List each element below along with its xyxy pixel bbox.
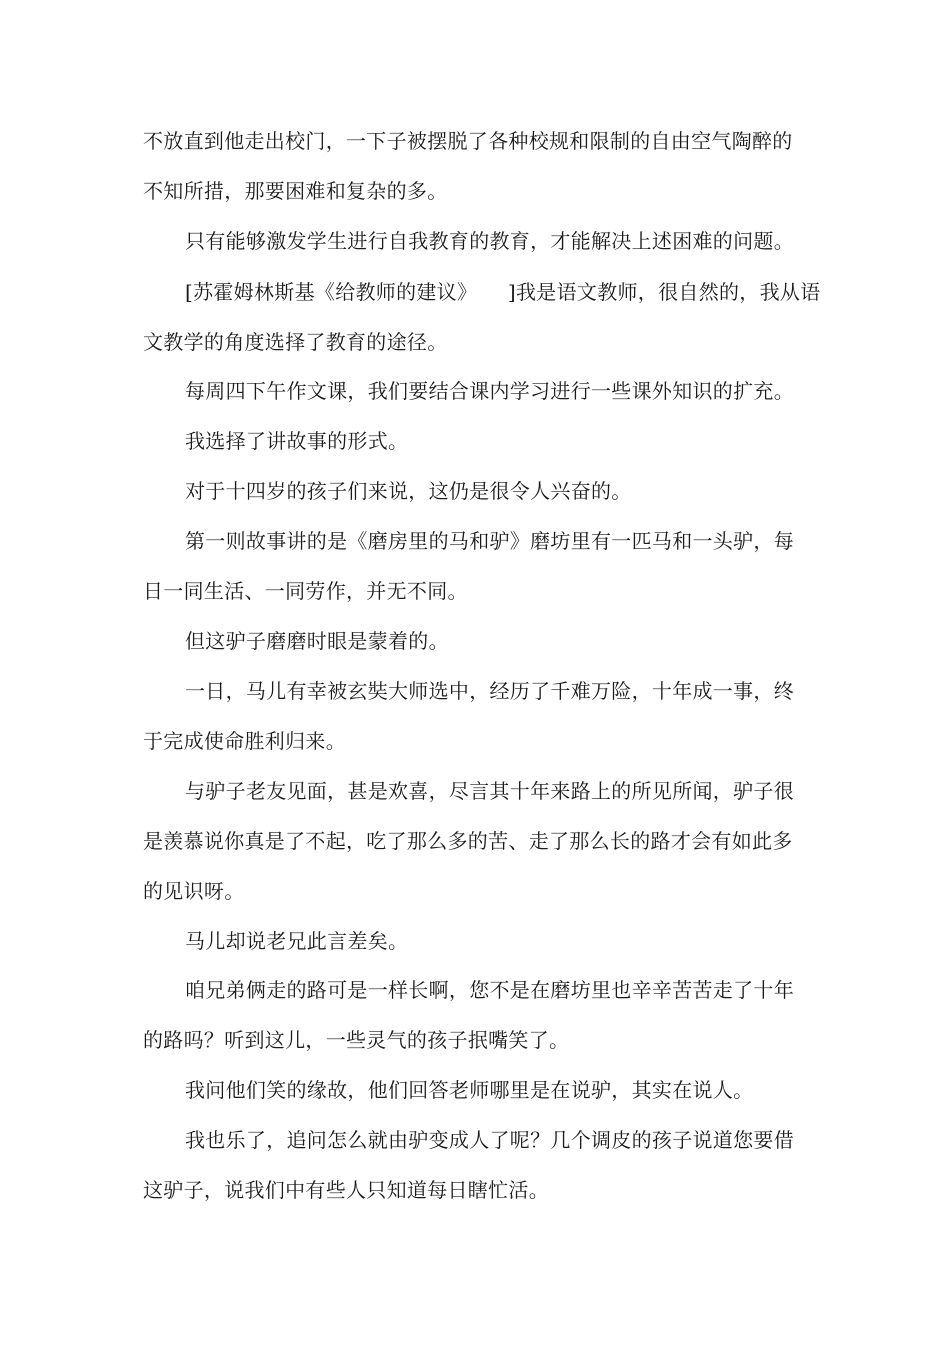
text-line: 我选择了讲故事的形式。 [185, 429, 409, 453]
text-line: 不知所措，那要困难和复杂的多。 [143, 179, 448, 203]
text-line: [苏霍姆林斯基《给教师的建议》 ]我是语文教师，很自然的，我从语 [185, 280, 821, 304]
text-line: 第一则故事讲的是《磨房里的马和驴》磨坊里有一匹马和一头驴，每 [185, 529, 794, 553]
text-line: 马儿却说老兄此言差矣。 [185, 929, 409, 953]
text-line: 这驴子，说我们中有些人只知道每日瞎忙活。 [143, 1178, 549, 1202]
text-line: 与驴子老友见面，甚是欢喜，尽言其十年来路上的所见所闻，驴子很 [185, 779, 794, 803]
text-line: 日一同生活、一同劳作，并无不同。 [143, 579, 468, 603]
text-line: 一日，马儿有幸被玄奘大师选中，经历了千难万险，十年成一事，终 [185, 679, 794, 703]
text-line: 但这驴子磨磨时眼是蒙着的。 [185, 629, 449, 653]
text-line: 我也乐了，追问怎么就由驴变成人了呢？几个调皮的孩子说道您要借 [185, 1128, 794, 1152]
text-line: 不放直到他走出校门，一下子被摆脱了各种校规和限制的自由空气陶醉的 [143, 129, 793, 153]
text-line: 于完成使命胜利归来。 [143, 729, 346, 753]
text-line: 只有能够激发学生进行自我教育的教育，才能解决上述困难的问题。 [185, 229, 794, 253]
text-line: 的见识呀。 [143, 879, 245, 903]
text-line: 咱兄弟俩走的路可是一样长啊，您不是在磨坊里也辛辛苦苦走了十年 [185, 978, 794, 1002]
text-line: 对于十四岁的孩子们来说，这仍是很令人兴奋的。 [185, 479, 632, 503]
text-line: 我问他们笑的缘故，他们回答老师哪里是在说驴，其实在说人。 [185, 1078, 754, 1102]
text-line: 每周四下午作文课，我们要结合课内学习进行一些课外知识的扩充。 [185, 379, 794, 403]
text-line: 的路吗？听到这儿，一些灵气的孩子抿嘴笑了。 [143, 1028, 570, 1052]
text-line: 文教学的角度选择了教育的途径。 [143, 330, 448, 354]
text-line: 是羡慕说你真是了不起，吃了那么多的苦、走了那么长的路才会有如此多 [143, 829, 793, 853]
